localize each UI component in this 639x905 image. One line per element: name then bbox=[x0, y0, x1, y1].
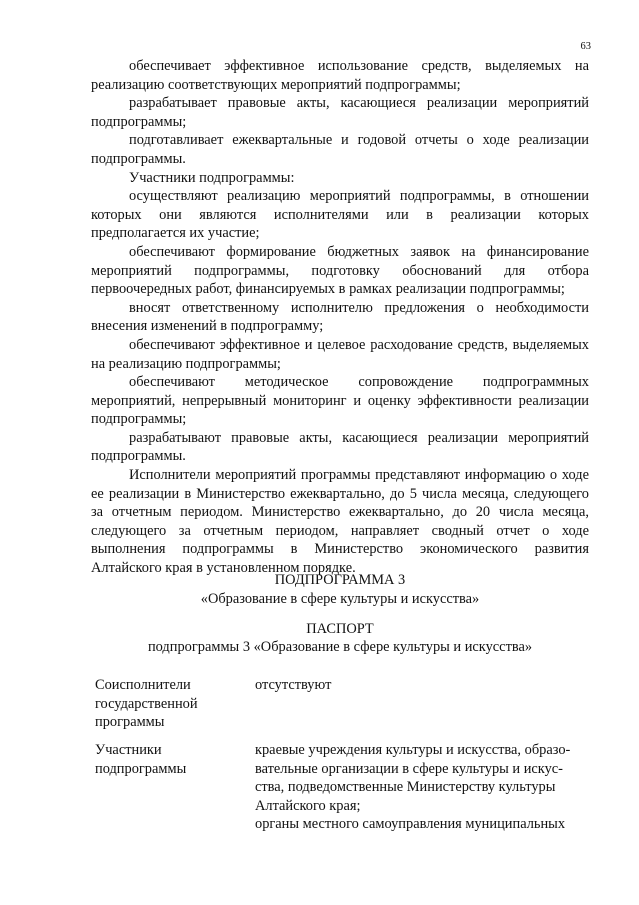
paragraph: обеспечивают методическое сопровождение подпрограммных мероприятий, непрерывный мониторинг и оценку эффективности реализации подпрограммы; bbox=[91, 374, 589, 428]
paragraph: вносят ответственному исполнителю предложения о необходимости внесения изменений в подпрограмму; bbox=[91, 299, 589, 335]
label-line: Соисполнители bbox=[95, 677, 191, 693]
row-label bbox=[95, 741, 245, 778]
row-value: отсутствуют bbox=[255, 677, 332, 693]
page-number: 63 bbox=[580, 41, 591, 52]
passport-title: ПАСПОРТ bbox=[306, 621, 374, 637]
subprogram-title: ПОДПРОГРАММА 3 bbox=[274, 572, 406, 588]
paragraph: обеспечивают формирование бюджетных заявок на финансирование мероприятий подпрограммы, подготовку обоснований для отбора первоочередных работ, финансируемых в рамках реализации подпрограммы; bbox=[91, 243, 589, 298]
value-line: органы местного самоуправления муниципальных bbox=[255, 816, 566, 833]
paragraph: осуществляют реализацию мероприятий подпрограммы, в отношении которых они являются исполнителями или в реализации которых предполагается их участие; bbox=[91, 188, 589, 242]
subprogram-subtitle: «Образование в сфере культуры и искусства» bbox=[200, 591, 480, 607]
paragraph: обеспечивают эффективное и целевое расходование средств, выделяемых на реализацию подпрограммы; bbox=[91, 336, 589, 372]
value-line: краевые учреждения культуры и искусства, образо- bbox=[255, 742, 571, 758]
row-value bbox=[255, 741, 589, 834]
value-line: Алтайского края; bbox=[255, 797, 361, 814]
label-line: подпрограммы bbox=[95, 760, 187, 777]
value-line: ства, подведомственные Министерству культуры bbox=[255, 779, 556, 796]
row-label bbox=[95, 676, 245, 732]
paragraph: Исполнители мероприятий программы представляют информацию о ходе ее реализации в Министерство ежеквартально, до 5 числа месяца, следующего за отчетным периодом. Министерство ежеквартально, до 20 числа месяца, следующего за отчетным периодом, направляет сводный отчет о ходе выполнения подпрограммы в Министерство экономического развития Алтайского края в установленном порядке. bbox=[91, 467, 589, 577]
label-line: программы bbox=[95, 714, 165, 731]
passport-subtitle: подпрограммы 3 «Образование в сфере культуры и искусства» bbox=[147, 639, 533, 655]
label-line: государственной bbox=[95, 695, 198, 712]
label-line: Участники bbox=[95, 742, 162, 758]
paragraph: разрабатывают правовые акты, касающиеся реализации мероприятий подпрограммы. bbox=[91, 429, 589, 465]
body-text bbox=[91, 57, 589, 578]
value-line: вательные организации в сфере культуры и искус- bbox=[255, 760, 563, 777]
paragraph: обеспечивает эффективное использование средств, выделяемых на реализацию соответствующих мероприятий подпрограммы; bbox=[91, 58, 589, 93]
paragraph: Участники подпрограммы: bbox=[129, 169, 295, 186]
paragraph: разрабатывает правовые акты, касающиеся реализации мероприятий подпрограммы; bbox=[91, 95, 589, 130]
paragraph: подготавливает ежеквартальные и годовой отчеты о ходе реализации подпрограммы. bbox=[91, 132, 589, 167]
